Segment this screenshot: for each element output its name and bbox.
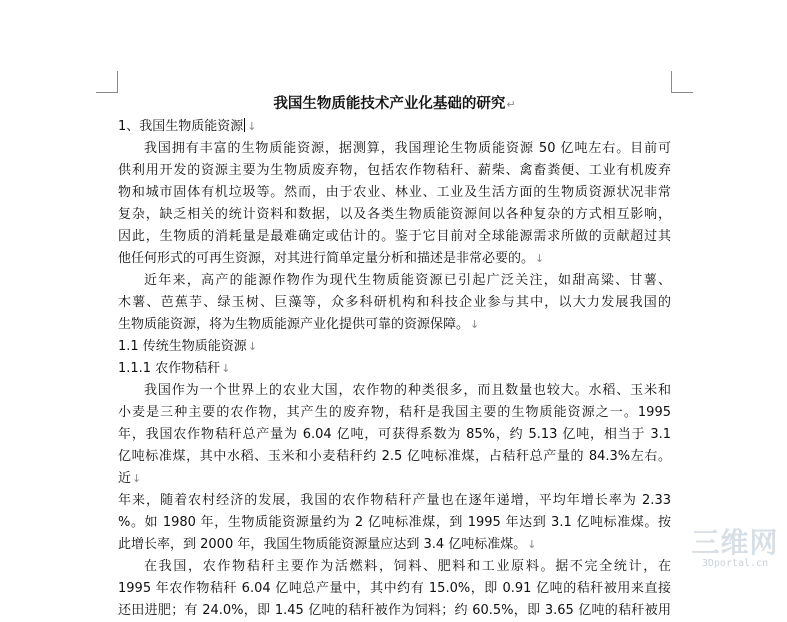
paragraph-line: 近年来，高产的能源作物作为现代生物质能资源已引起广泛关注，如甜高粱、甘薯、 [144,273,671,288]
watermark-url: 3Dportal.cn [701,558,769,569]
paragraph-line: 我国拥有丰富的生物质能资源，据测算，我国理论生物质能资源 50 亿吨左右。目前可 [144,141,671,156]
watermark-logo: 三维网 [691,526,779,559]
paragraph-line: 年，我国农作物秸秆总产量为 6.04 亿吨，可获得系数为 85%，约 5.13 亿吨，相当于 3.1 [118,427,671,442]
paragraph-line: 物和城市固体有机垃圾等。然而，由于农业、林业、工业及生活方面的生物质资源状况非常 [118,185,671,200]
paragraph-line: 小麦是三种主要的农作物，其产生的废弃物，秸秆是我国主要的生物质能资源之一。1995 [118,405,671,420]
paragraph-line: 复杂，缺乏相关的统计资料和数据，以及各类生物质能资源间以各种复杂的方式相互影响， [118,207,671,222]
paragraph-line-text: 他任何形式的可再生资源，对其进行简单定量分析和描述是非常必要的。 [118,251,535,266]
document-title-text: 我国生物质能技术产业化基础的研究 [273,96,506,112]
paragraph-line: 木薯、芭蕉芋、绿玉树、巨藻等，众多科研机构和科技企业参与其中，以大力发展我国的 [118,295,671,310]
section-heading-1 [118,116,257,138]
paragraph-line-text: 生物质能资源，将为生物质能源产业化提供可靠的资源保障。 [118,317,470,332]
paragraph-line: 1995 年农作物秸秆 6.04 亿吨总产量中，其中约有 15.0%，即 0.91 亿吨的秸秆被用来直接 [118,581,671,596]
line-break-icon: ↓ [247,120,257,133]
section-heading-1-text: 1、我国生物质能资源 [118,119,244,134]
section-heading-1-1-text: 1.1 传统生物质能资源 [118,339,247,354]
section-heading-1-1-1-text: 1.1.1 农作物秸秆 [118,361,221,376]
paragraph-line: 年来，随着农村经济的发展，我国的农作物秸秆产量也在逐年递增，平均年增长率为 2.33 [118,493,671,508]
paragraph-line: 我国作为一个世界上的农业大国，农作物的种类很多，而且数量也较大。水稻、玉米和 [144,383,671,398]
paragraph-line-last [118,468,671,490]
paragraph-line: %。如 1980 年，生物质能资源量约为 2 亿吨标准煤，到 1995 年达到 3.1 亿吨标准煤。按 [118,515,671,530]
line-break-icon: ↓ [247,340,258,353]
paragraph-line: 还田进肥；有 24.0%，即 1.45 亿吨的秸秆被作为饲料；约 60.5%，即 3.65 亿吨的秸秆被用 [118,603,671,618]
crop-mark-top-right-h [671,92,693,93]
line-break-icon: ↓ [221,362,231,375]
crop-mark-top-left-h [96,92,118,93]
document-title [118,94,671,115]
line-break-icon: ↓ [132,472,142,485]
paragraph-line: 因此，生物质的消耗量是最难确定或估计的。鉴于它目前对全球能源需求所做的贡献超过其 [118,229,671,244]
paragraph-line: 亿吨标准煤，其中水稻、玉米和小麦秸秆约 2.5 亿吨标准煤，占秸秆总产量的 84.3%左右。 [118,449,671,464]
crop-mark-top-left-v [117,71,118,93]
paragraph-line-last [118,534,671,556]
section-heading-1-1-1 [118,358,230,380]
watermark [689,528,781,576]
paragraph-line: 在我国，农作物秸秆主要作为活燃料，饲料、肥料和工业原料。据不完全统计，在 [144,559,671,574]
paragraph-line-last [118,314,671,336]
line-break-icon: ↓ [470,318,480,331]
paragraph-mark-icon: ↵ [506,98,516,111]
text-cursor [244,118,245,132]
paragraph-line-last [118,248,671,270]
section-heading-1-1 [118,336,257,358]
paragraph-line-text: 近 [118,471,132,486]
paragraph-line: 供利用开发的资源主要为生物质废弃物，包括农作物秸秆、薪柴、禽畜粪便、工业有机废弃 [118,163,671,178]
paragraph-line-text: 此增长率，到 2000 年，我国生物质能资源量应达到 3.4 亿吨标准煤。 [118,537,527,552]
line-break-icon: ↓ [527,538,537,551]
crop-mark-top-right-v [671,71,672,93]
line-break-icon: ↓ [535,252,545,265]
